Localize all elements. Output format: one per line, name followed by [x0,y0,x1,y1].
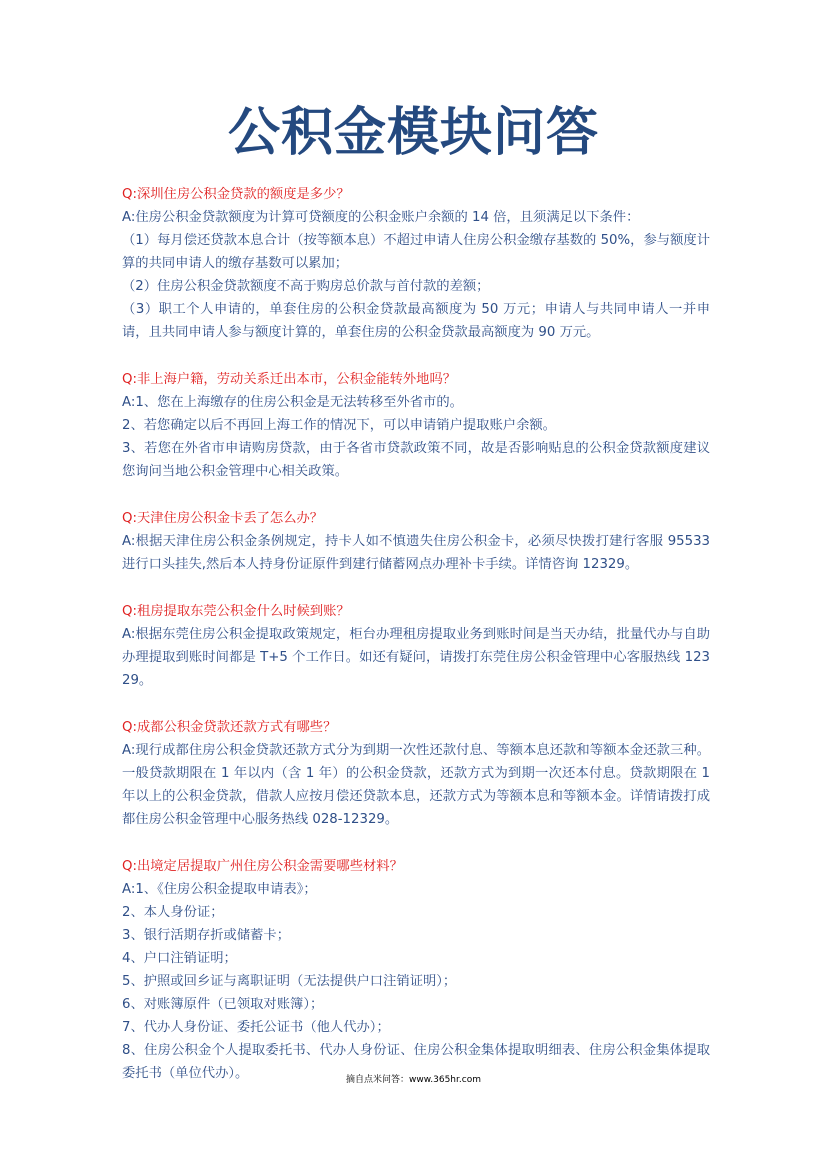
page-title: 公积金模块问答 [227,103,599,163]
answer-line: 6、对账簿原件（已领取对账簿）； [122,997,324,1012]
qa-item [122,183,710,344]
footer-source: 摘自点米问答：www.365hr.com [346,1075,481,1085]
answer-line: A:1、《住房公积金提取申请表》； [122,882,317,897]
qa-item [122,368,710,483]
question: Q:非上海户籍，劳动关系迁出本市，公积金能转外地吗？ [122,372,457,387]
answer-line: 3、银行活期存折或储蓄卡； [122,928,291,943]
qa-item [122,716,710,831]
answer-line: A:根据东莞住房公积金提取政策规定，柜台办理租房提取业务到账时间是当天办结，批量代办与自助办理提取到账时间都是 T+5 个工作日。如还有疑问，请拨打东莞住房公积金管理中心客服热线 12329。 [122,627,710,688]
answer-line: A:1、您在上海缴存的住房公积金是无法转移至外省市的。 [122,395,463,410]
answer-line: 5、护照或回乡证与离职证明（无法提供户口注销证明）； [122,974,457,989]
qa-item [122,507,710,576]
question: Q:成都公积金贷款还款方式有哪些？ [122,720,337,735]
answer-line: （2）住房公积金贷款额度不高于购房总价款与首付款的差额； [122,279,490,294]
answer-line: （1）每月偿还贷款本息合计（按等额本息）不超过申请人住房公积金缴存基数的 50%，参与额度计算的共同申请人的缴存基数可以累加； [122,233,710,271]
answer-line: 2、本人身份证； [122,905,224,920]
question: Q:深圳住房公积金贷款的额度是多少？ [122,187,350,202]
qa-list [122,183,710,1109]
question: Q:天津住房公积金卡丢了怎么办？ [122,511,324,526]
qa-item [122,855,710,1085]
answer-line: A:现行成都住房公积金贷款还款方式分为到期一次性还款付息、等额本息还款和等额本金还款三种。一般贷款期限在 1 年以内（含 1 年）的公积金贷款，还款方式为到期一次还本付息。贷款期限在 1 年以上的公积金贷款，借款人应按月偿还贷款本息，还款方式为等额本息和等额本金。详情请拨打成都住房公积金管理中心服务热线 028-12329。 [122,743,710,827]
qa-item [122,600,710,692]
answer-line: 2、若您确定以后不再回上海工作的情况下，可以申请销户提取账户余额。 [122,418,556,433]
answer-line: 7、代办人身份证、委托公证书（他人代办）； [122,1020,390,1035]
answer-line: 3、若您在外省市申请购房贷款，由于各省市贷款政策不同，故是否影响贴息的公积金贷款额度建议您询问当地公积金管理中心相关政策。 [122,441,710,479]
question: Q:租房提取东莞公积金什么时候到账？ [122,604,350,619]
answer-line: （3）职工个人申请的，单套住房的公积金贷款最高额度为 50 万元；申请人与共同申请人一并申请，且共同申请人参与额度计算的，单套住房的公积金贷款最高额度为 90 万元。 [122,302,710,340]
question: Q:出境定居提取广州住房公积金需要哪些材料？ [122,859,403,874]
answer-line: 8、住房公积金个人提取委托书、代办人身份证、住房公积金集体提取明细表、住房公积金集体提取委托书（单位代办）。 [122,1043,710,1081]
answer-line: A:住房公积金贷款额度为计算可贷额度的公积金账户余额的 14 倍，且须满足以下条件： [122,210,640,225]
answer-line: A:根据天津住房公积金条例规定，持卡人如不慎遗失住房公积金卡，必须尽快拨打建行客服 95533 进行口头挂失,然后本人持身份证原件到建行储蓄网点办理补卡手续。详情咨询 12329。 [122,534,710,572]
answer-line: 4、户口注销证明； [122,951,237,966]
